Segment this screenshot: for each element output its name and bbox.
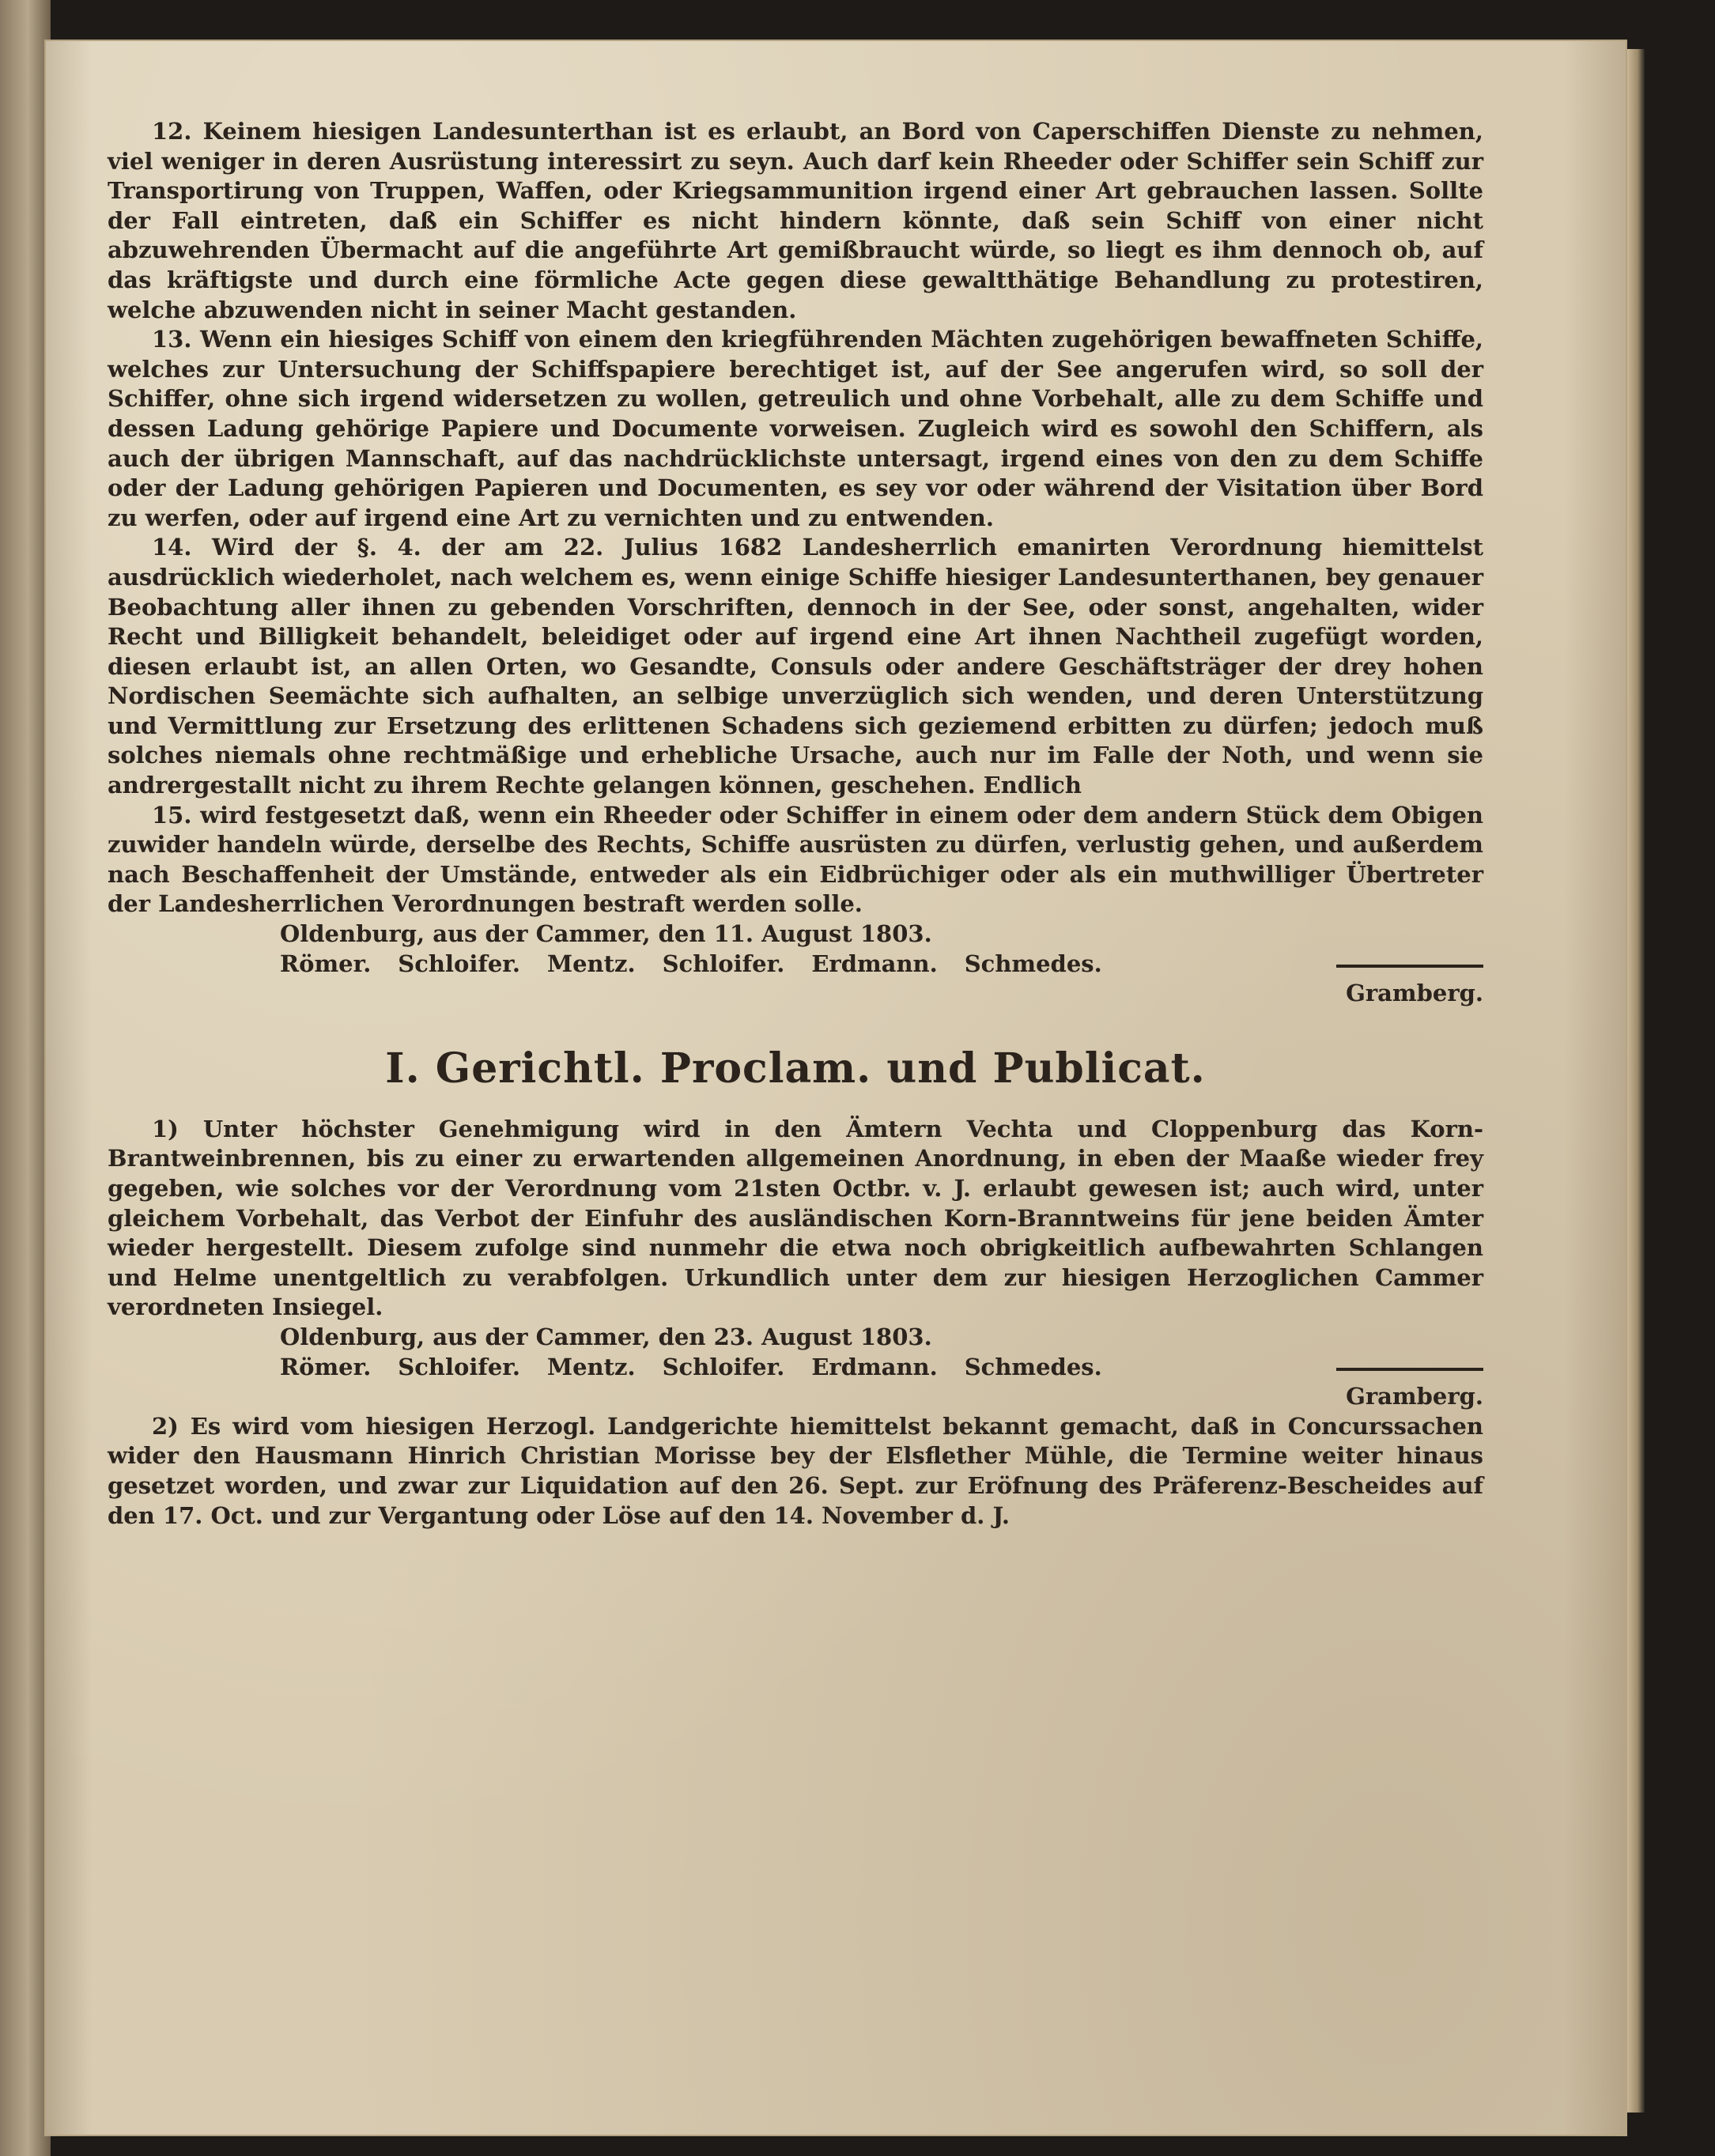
signature-name: Mentz.: [547, 1353, 636, 1380]
signature-name: Schmedes.: [964, 950, 1102, 977]
item-1-paragraph: 1) Unter höchster Genehmigung wird in den Ämtern Vechta und Cloppenburg das Korn-Brantweinbrennen, bis zu einer zu erwartenden allgemeinen Anordnung, in eben der Maaße wieder frey gegeben, wie solches vor der Verordnung vom 21sten Octbr. v. J. erlaubt gewesen ist; auch wird, unter gleichem Vorbehalt, das Verbot der Einfuhr des ausländischen Korn-Branntweins für jene beiden Ämter wieder hergestellt. Diesem zufolge sind nunmehr die etwa noch obrigkeitlich aufbewahrten Schlangen und Helme unentgeltlich zu verabfolgen. Urkundlich unter dem zur hiesigen Herzoglichen Cammer verordneten Insiegel.: [108, 1115, 1483, 1321]
section-15-paragraph: 15. wird festgesetzt daß, wenn ein Rheeder oder Schiffer in einem oder dem andern Stück dem Obigen zuwider handeln würde, derselbe des Rechts, Schiffe ausrüsten zu dürfen, verlustig gehen, und außerdem nach Beschaffenheit der Umstände, entweder als ein Eidbrüchiger oder als ein muthwilliger Übertreter der Landesherrlichen Verordnungen bestraft werden solle.: [108, 801, 1483, 918]
signature-names-1: [108, 950, 1102, 980]
dateline-1: Oldenburg, aus der Cammer, den 11. August 1803.: [280, 920, 932, 948]
dateline-2: Oldenburg, aus der Cammer, den 23. August 1803.: [280, 1323, 932, 1350]
signature-right-2: Gramberg.: [1346, 1383, 1483, 1410]
signature-name: Schloifer.: [398, 950, 520, 977]
signature-dash-1: [1336, 965, 1483, 968]
signature-name: Römer.: [280, 950, 372, 977]
signature-name: Schloifer.: [662, 1353, 785, 1380]
section-14-paragraph: 14. Wird der §. 4. der am 22. Julius 1682 Landesherrlich emanirten Verordnung hiemittelst ausdrücklich wiederholet, nach welchem es, wenn einige Schiffe hiesiger Landesunterthanen, bey genauer Beobachtung aller ihnen zu gebenden Vorschriften, dennoch in der See, oder sonst, angehalten, wider Recht und Billigkeit behandelt, beleidiget oder auf irgend eine Art ihnen Nachtheil zugefügt worden, diesen erlaubt ist, an allen Orten, wo Gesandte, Consuls oder andere Geschäftsträger der drey hohen Nordischen Seemächte sich aufhalten, an selbige unverzüglich sich wenden, und deren Unterstützung und Vermittlung zur Ersetzung des erlittenen Schadens sich geziemend erbitten zu dürfen; jedoch muß solches niemals ohne rechtmäßige und erhebliche Ursache, auch nur im Falle der Noth, und wenn sie andrergestallt nicht zu ihrem Rechte gelangen können, geschehen. Endlich: [108, 534, 1483, 799]
section-12-paragraph: 12. Keinem hiesigen Landesunterthan ist es erlaubt, an Bord von Caperschiffen Dienste zu nehmen, viel weniger in deren Ausrüstung interessirt zu seyn. Auch darf kein Rheeder oder Schiffer sein Schiff zur Transportirung von Truppen, Waffen, oder Kriegsammunition irgend einer Art gebrauchen lassen. Sollte der Fall eintreten, daß ein Schiffer es nicht hindern könnte, daß sein Schiff von einer nicht abzuwehrenden Übermacht auf die angeführte Art gemißbraucht würde, so liegt es ihm dennoch ob, auf das kräftigste und durch eine förmliche Acte gegen diese gewaltthätige Behandlung zu protestiren, welche abzuwenden nicht in seiner Macht gestanden.: [108, 118, 1483, 323]
signature-name: Erdmann.: [811, 1353, 938, 1380]
signature-name: Erdmann.: [811, 950, 938, 977]
signature-right-1: Gramberg.: [1346, 980, 1483, 1007]
signature-row-2: [108, 1353, 1483, 1383]
signature-names-2: [108, 1353, 1102, 1383]
right-page-edge: [1627, 49, 1645, 2113]
signature-name: Mentz.: [547, 950, 636, 977]
item-2-paragraph: 2) Es wird vom hiesigen Herzogl. Landgerichte hiemittelst bekannt gemacht, daß in Concurssachen wider den Hausmann Hinrich Christian Morisse bey der Elsflether Mühle, die Termine weiter hinaus gesetzet worden, und zwar zur Liquidation auf den 26. Sept. zur Eröfnung des Präferenz-Bescheides auf den 17. Oct. und zur Vergantung oder Löse auf den 14. November d. J.: [108, 1412, 1483, 1529]
section-heading: I. Gerichtl. Proclam. und Publicat.: [385, 1044, 1206, 1093]
left-page-edge: [0, 0, 51, 2156]
page-text: [108, 117, 1483, 1531]
signature-row-1: [108, 950, 1483, 980]
signature-dash-2: [1336, 1368, 1483, 1371]
signature-name: Schmedes.: [964, 1353, 1102, 1380]
signature-name: Schloifer.: [662, 950, 785, 977]
signature-name: Schloifer.: [398, 1353, 520, 1380]
section-13-paragraph: 13. Wenn ein hiesiges Schiff von einem den kriegführenden Mächten zugehörigen bewaffneten Schiffe, welches zur Untersuchung der Schiffspapiere berechtiget ist, auf der See angerufen wird, so soll der Schiffer, ohne sich irgend widersetzen zu wollen, getreulich und ohne Vorbehalt, alle zu dem Schiffe und dessen Ladung gehörige Papiere und Documente vorweisen. Zugleich wird es sowohl den Schiffern, als auch der übrigen Mannschaft, auf das nachdrücklichste untersagt, irgend eines von den zu dem Schiffe oder der Ladung gehörigen Papieren und Documenten, es sey vor oder während der Visitation über Bord zu werfen, oder auf irgend eine Art zu vernichten und zu entwenden.: [108, 326, 1483, 531]
signature-name: Römer.: [280, 1353, 372, 1380]
